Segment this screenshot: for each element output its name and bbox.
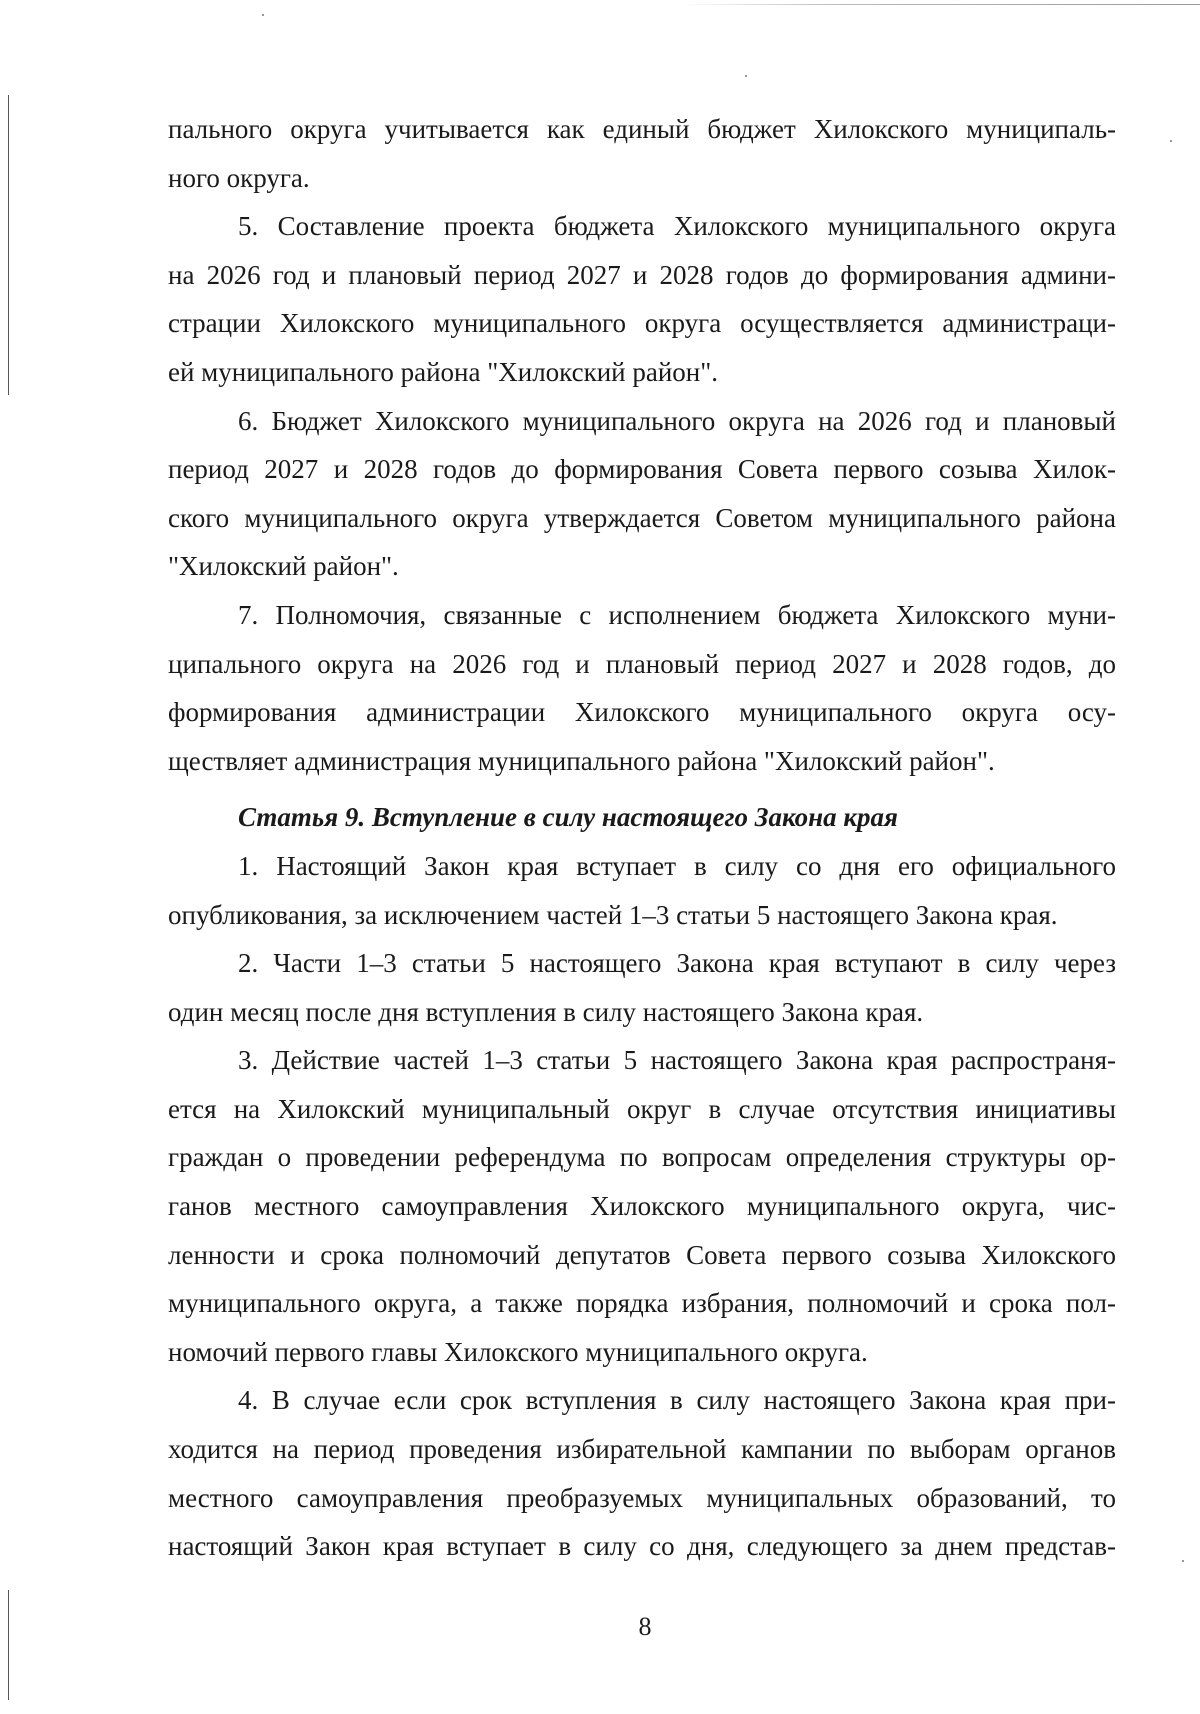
text-line: "Хилокский район".: [168, 551, 399, 582]
text-line: 7. Полномочия, связанные с исполнением бюджета Хилокского муни-: [238, 599, 1116, 630]
text-line: 4. В случае если срок вступления в силу настоящего Закона края при-: [238, 1385, 1116, 1416]
text-line: местного самоуправления преобразуемых муниципальных образований, то: [168, 1482, 1116, 1513]
paragraph-6: [168, 397, 1116, 591]
scan-artifact-dot: [1182, 1560, 1184, 1562]
text-line: ществляет администрация муниципального района "Хилокский район".: [168, 745, 995, 776]
text-line: ганов местного самоуправления Хилокского муниципального округа, чис-: [168, 1191, 1116, 1222]
text-line: ходится на период проведения избирательной кампании по выборам органов: [168, 1434, 1116, 1465]
text-line: 3. Действие частей 1–3 статьи 5 настоящего Закона края распространя-: [238, 1045, 1116, 1076]
text-line: ется на Хилокский муниципальный округ в случае отсутствия инициативы: [168, 1093, 1116, 1124]
text-line: на 2026 год и плановый период 2027 и 2028 годов до формирования админи-: [168, 259, 1116, 290]
article-paragraph-4: [168, 1376, 1116, 1570]
paragraph-continuation: [168, 105, 1116, 202]
text-line: ного округа.: [168, 162, 310, 193]
scan-artifact-dot: [262, 14, 264, 16]
text-line: 5. Составление проекта бюджета Хилокского муниципального округа: [238, 211, 1116, 242]
text-line: граждан о проведении референдума по вопросам определения структуры ор-: [168, 1142, 1116, 1173]
text-line: формирования администрации Хилокского муниципального округа осу-: [168, 697, 1116, 728]
text-line: один месяц после дня вступления в силу настоящего Закона края.: [168, 996, 924, 1027]
page-number: 8: [638, 1612, 652, 1641]
scan-artifact-dot: [1170, 140, 1172, 142]
scan-artifact-left-edge: [8, 95, 9, 395]
article-paragraph-2: [168, 939, 1116, 1036]
paragraph-7: [168, 591, 1116, 785]
text-line: 2. Части 1–3 статьи 5 настоящего Закона края вступают в силу через: [238, 948, 1116, 979]
text-line: опубликования, за исключением частей 1–3 статьи 5 настоящего Закона края.: [168, 899, 1058, 930]
text-line: пального округа учитывается как единый бюджет Хилокского муниципаль-: [168, 114, 1116, 144]
scan-artifact-left-edge: [8, 1590, 9, 1700]
document-page: [168, 105, 1116, 1571]
text-line: ского муниципального округа утверждается Советом муниципального района: [168, 502, 1116, 533]
text-line: ей муниципального района "Хилокский район".: [168, 356, 719, 387]
article-paragraph-1: [168, 842, 1116, 939]
text-line: 1. Настоящий Закон края вступает в силу со дня его официального: [238, 850, 1116, 881]
text-line: ленности и срока полномочий депутатов Совета первого созыва Хилокского: [168, 1239, 1116, 1270]
text-line: номочий первого главы Хилокского муниципального округа.: [168, 1336, 868, 1367]
text-line: период 2027 и 2028 годов до формирования Совета первого созыва Хилок-: [168, 454, 1116, 485]
scan-artifact-top-line: [680, 4, 1200, 5]
text-line: страции Хилокского муниципального округа осуществляется администраци-: [168, 308, 1116, 339]
article-paragraph-3: [168, 1036, 1116, 1376]
text-line: настоящий Закон края вступает в силу со дня, следующего за днем представ-: [168, 1531, 1116, 1562]
paragraph-5: [168, 202, 1116, 396]
scan-artifact-dot: [745, 75, 747, 77]
text-line: ципального округа на 2026 год и плановый период 2027 и 2028 годов, до: [168, 648, 1116, 679]
article-heading: Статья 9. Вступление в силу настоящего Закона края: [238, 802, 898, 833]
text-line: муниципального округа, а также порядка избрания, полномочий и срока пол-: [168, 1288, 1116, 1319]
text-line: 6. Бюджет Хилокского муниципального округа на 2026 год и плановый: [238, 405, 1116, 436]
